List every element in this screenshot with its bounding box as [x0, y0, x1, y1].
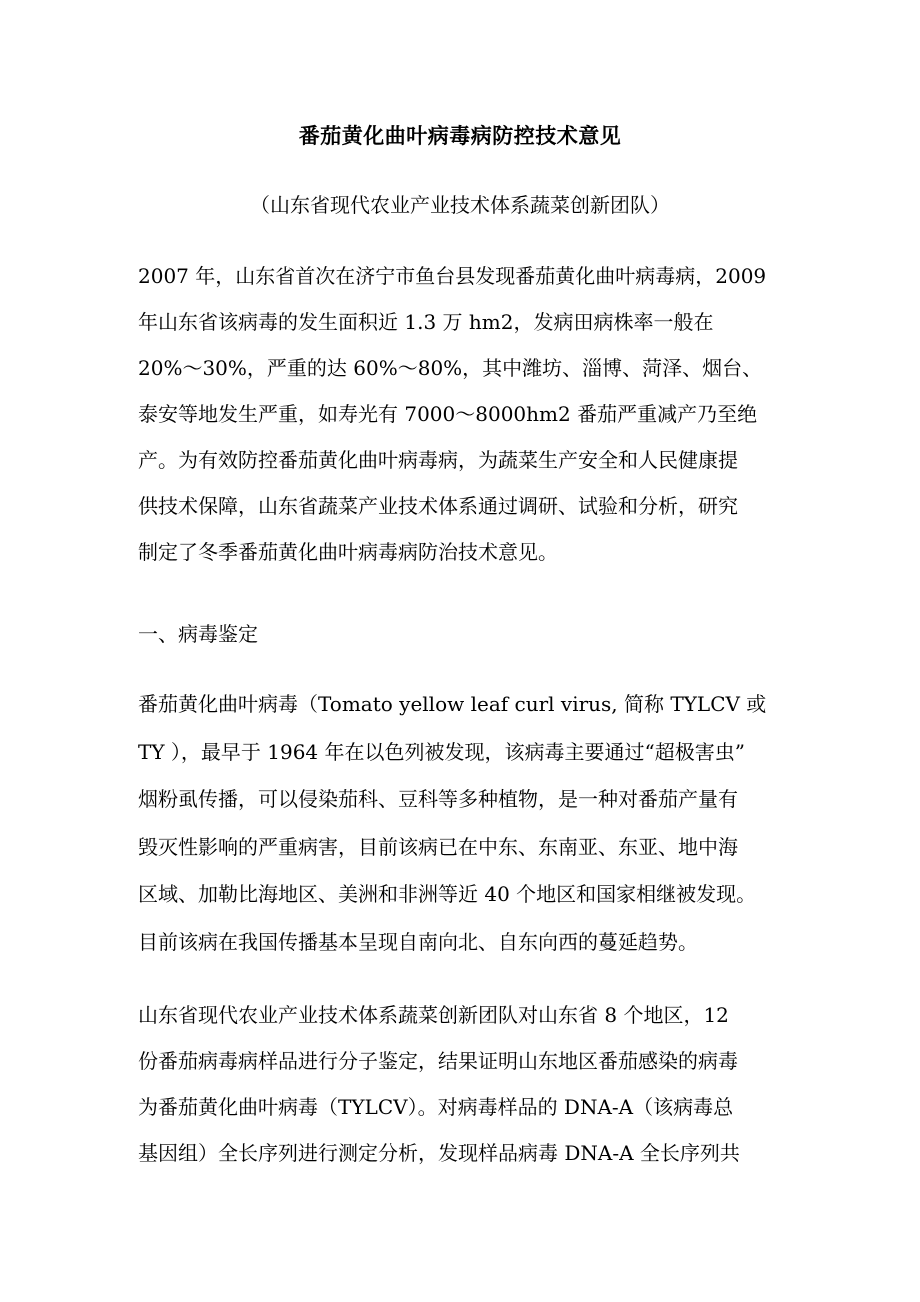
paragraph-line: 份番茄病毒病样品进行分子鉴定，结果证明山东地区番茄感染的病毒: [138, 1049, 738, 1073]
paragraph-tylcv-background: [138, 681, 788, 966]
paragraph-line: 目前该病在我国传播基本呈现自南向北、自东向西的蔓延趋势。: [138, 929, 698, 954]
paragraph-line: 基因组）全长序列进行测定分析，发现样品病毒 DNA-A 全长序列共: [138, 1141, 740, 1165]
document-title: 番茄黄化曲叶病毒病防控技术意见: [298, 124, 622, 148]
paragraph-line: 制定了冬季番茄黄化曲叶病毒病防治技术意见。: [138, 540, 558, 564]
section-heading-virus-identification: [138, 611, 788, 657]
paragraph-line: 番茄黄化曲叶病毒（Tomato yellow leaf curl virus, 简称 TYLCV 或: [138, 692, 767, 716]
document-subtitle: （山东省现代农业产业技术体系蔬菜创新团队）: [250, 193, 670, 217]
paragraph-line: 供技术保障，山东省蔬菜产业技术体系通过调研、试验和分析，研究: [138, 494, 738, 518]
section-heading: 一、病毒鉴定: [138, 622, 258, 646]
paragraph-line: TY ），最早于 1964 年在以色列被发现，该病毒主要通过“超极害虫”: [138, 739, 745, 764]
paragraph-line: 为番茄黄化曲叶病毒（TYLCV）。对病毒样品的 DNA-A（该病毒总: [138, 1095, 734, 1119]
paragraph-line: 毁灭性影响的严重病害，目前该病已在中东、东南亚、东亚、地中海: [138, 834, 738, 859]
paragraph-line: 烟粉虱传播，可以侵染茄科、豆科等多种植物，是一种对番茄产量有: [138, 787, 738, 811]
paragraph-line: 20%～30%，严重的达 60%～80%，其中潍坊、淄博、菏泽、烟台、: [138, 356, 763, 380]
paragraph-line: 山东省现代农业产业技术体系蔬菜创新团队对山东省 8 个地区，12: [138, 1003, 729, 1027]
paragraph-molecular-identification: [138, 992, 788, 1176]
paragraph-line: 年山东省该病毒的发生面积近 1.3 万 hm2，发病田病株率一般在: [138, 310, 714, 334]
paragraph-line: 2007 年，山东省首次在济宁市鱼台县发现番茄黄化曲叶病毒病，2009: [138, 264, 767, 288]
paragraph-line: 泰安等地发生严重，如寿光有 7000～8000hm2 番茄严重减产乃至绝: [138, 402, 758, 426]
paragraph-line: 区域、加勒比海地区、美洲和非洲等近 40 个地区和国家相继被发现。: [138, 882, 757, 906]
paragraph-intro: [138, 253, 788, 575]
paragraph-line: 产。为有效防控番茄黄化曲叶病毒病，为蔬菜生产安全和人民健康提: [138, 448, 738, 472]
